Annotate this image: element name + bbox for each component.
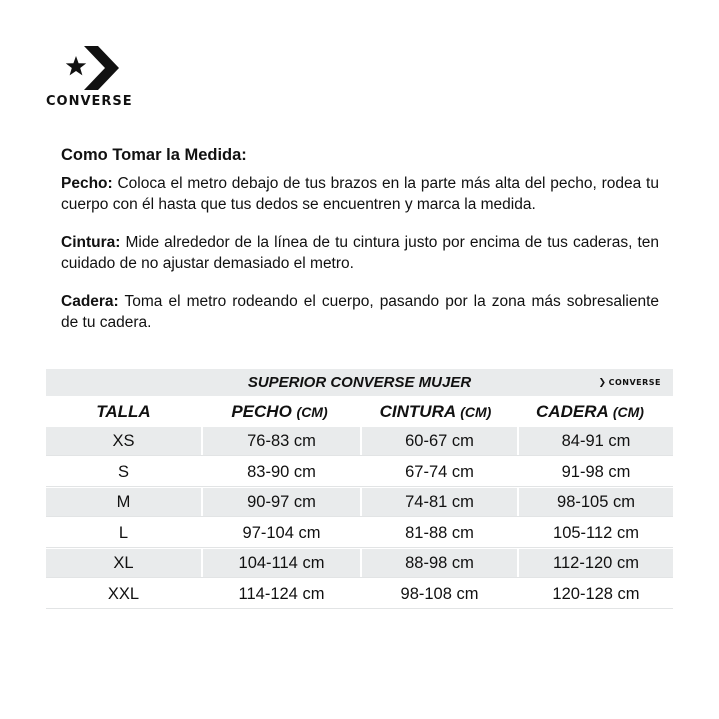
- waist-cell: 81-88 cm: [405, 523, 474, 542]
- measurement-instructions: [61, 146, 659, 350]
- table-header-bar: [46, 369, 673, 397]
- instruction-hip-text: Toma el metro rodeando el cuerpo, pasando por la zona más sobresaliente de tu cadera.: [61, 293, 659, 331]
- hip-cell: 84-91 cm: [519, 427, 673, 455]
- converse-star-chevron-icon: [64, 46, 122, 90]
- instruction-hip: [61, 291, 659, 333]
- size-cell: XL: [46, 549, 201, 577]
- instruction-waist-text: Mide alrededor de la línea de tu cintura justo por encima de tus caderas, ten cuidado de no ajustar demasiado el metro.: [61, 234, 659, 272]
- brand-name: CONVERSE: [46, 94, 133, 109]
- hip-cell: 98-105 cm: [519, 488, 673, 516]
- size-cell: M: [46, 488, 201, 516]
- hip-cell: 105-112 cm: [553, 523, 639, 542]
- chest-cell: 76-83 cm: [203, 427, 360, 455]
- hip-cell: 112-120 cm: [519, 549, 673, 577]
- chevron-right-icon: ❯: [598, 378, 607, 388]
- chest-cell: 90-97 cm: [203, 488, 360, 516]
- size-cell: L: [118, 523, 129, 542]
- hip-cell: 120-128 cm: [552, 584, 640, 603]
- mini-brand-name: CONVERSE: [608, 378, 661, 387]
- size-chart-table: [46, 369, 673, 611]
- size-cell: XXL: [107, 584, 140, 603]
- table-row: [46, 488, 673, 517]
- converse-logo: [46, 46, 142, 109]
- instructions-title: Como Tomar la Medida:: [61, 146, 247, 164]
- table-row: [46, 427, 673, 456]
- table-row: [46, 519, 673, 548]
- instruction-chest-text: Coloca el metro debajo de tus brazos en la parte más alta del pecho, rodea tu cuerpo con él hasta que tus dedos se encuentren y marca la medida.: [61, 175, 659, 213]
- column-header-pecho: PECHO (CM): [231, 402, 328, 421]
- waist-cell: 98-108 cm: [400, 584, 479, 603]
- chest-cell: 114-124 cm: [238, 584, 325, 603]
- instruction-waist-label: Cintura:: [61, 234, 121, 251]
- hip-cell: 91-98 cm: [561, 462, 631, 481]
- instruction-chest: [61, 173, 659, 215]
- chest-cell: 97-104 cm: [242, 523, 321, 542]
- table-row: [46, 458, 673, 487]
- instruction-hip-label: Cadera:: [61, 293, 119, 310]
- column-header-talla: TALLA: [96, 402, 151, 421]
- column-header-cintura: CINTURA (CM): [379, 402, 492, 421]
- waist-cell: 74-81 cm: [362, 488, 517, 516]
- table-row: [46, 580, 673, 609]
- mini-brand-logo: [599, 369, 661, 397]
- table-row: [46, 549, 673, 578]
- table-title: SUPERIOR CONVERSE MUJER: [247, 374, 472, 391]
- waist-cell: 88-98 cm: [362, 549, 517, 577]
- size-cell: XS: [46, 427, 201, 455]
- chest-cell: 83-90 cm: [247, 462, 316, 481]
- chest-cell: 104-114 cm: [203, 549, 360, 577]
- waist-cell: 67-74 cm: [405, 462, 474, 481]
- waist-cell: 60-67 cm: [362, 427, 517, 455]
- size-cell: S: [117, 462, 129, 481]
- instruction-waist: [61, 232, 659, 274]
- column-headers: [46, 397, 673, 427]
- instruction-chest-label: Pecho:: [61, 175, 113, 192]
- column-header-cadera: CADERA (CM): [536, 402, 644, 421]
